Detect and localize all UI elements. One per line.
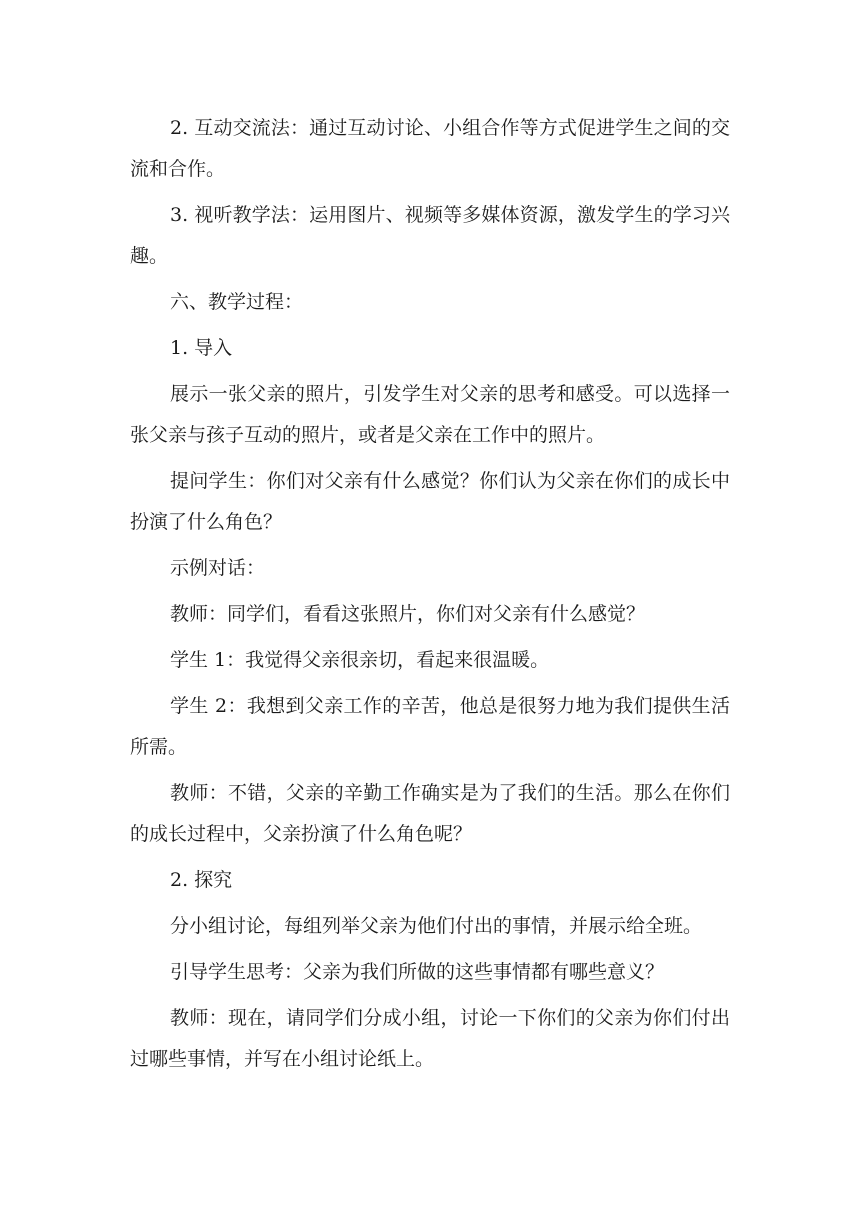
dialogue-student-1: 学生 1：我觉得父亲很亲切，看起来很温暖。	[170, 649, 550, 671]
dialogue-teacher-2: 教师：不错，父亲的辛勤工作确实是为了我们的生活。那么在你们的成长过程中，父亲扮演了什么角色呢？	[130, 782, 730, 845]
paragraph-show-photo: 展示一张父亲的照片，引发学生对父亲的思考和感受。可以选择一张父亲与孩子互动的照片，或者是父亲在工作中的照片。	[130, 383, 730, 446]
dialogue-teacher-3: 教师：现在，请同学们分成小组，讨论一下你们的父亲为你们付出过哪些事情，并写在小组讨论纸上。	[130, 1007, 730, 1070]
paragraph-group-discussion: 分小组讨论，每组列举父亲为他们付出的事情，并展示给全班。	[170, 915, 703, 937]
paragraph-ask-students: 提问学生：你们对父亲有什么感觉？你们认为父亲在你们的成长中扮演了什么角色？	[130, 470, 730, 533]
subheading-exploration: 2. 探究	[170, 869, 233, 891]
document-page	[130, 108, 730, 1085]
paragraph-method-interactive: 2. 互动交流法：通过互动讨论、小组合作等方式促进学生之间的交流和合作。	[130, 117, 730, 180]
paragraph-sample-dialogue-label: 示例对话：	[170, 557, 266, 579]
dialogue-teacher-1: 教师：同学们，看看这张照片，你们对父亲有什么感觉？	[170, 603, 646, 625]
section-heading-teaching-process: 六、教学过程：	[170, 291, 304, 313]
paragraph-guide-thinking: 引导学生思考：父亲为我们所做的这些事情都有哪些意义？	[170, 961, 665, 983]
dialogue-student-2: 学生 2：我想到父亲工作的辛苦，他总是很努力地为我们提供生活所需。	[130, 695, 730, 758]
subheading-introduction: 1. 导入	[170, 337, 233, 359]
paragraph-method-audiovisual: 3. 视听教学法：运用图片、视频等多媒体资源，激发学生的学习兴趣。	[130, 204, 730, 267]
